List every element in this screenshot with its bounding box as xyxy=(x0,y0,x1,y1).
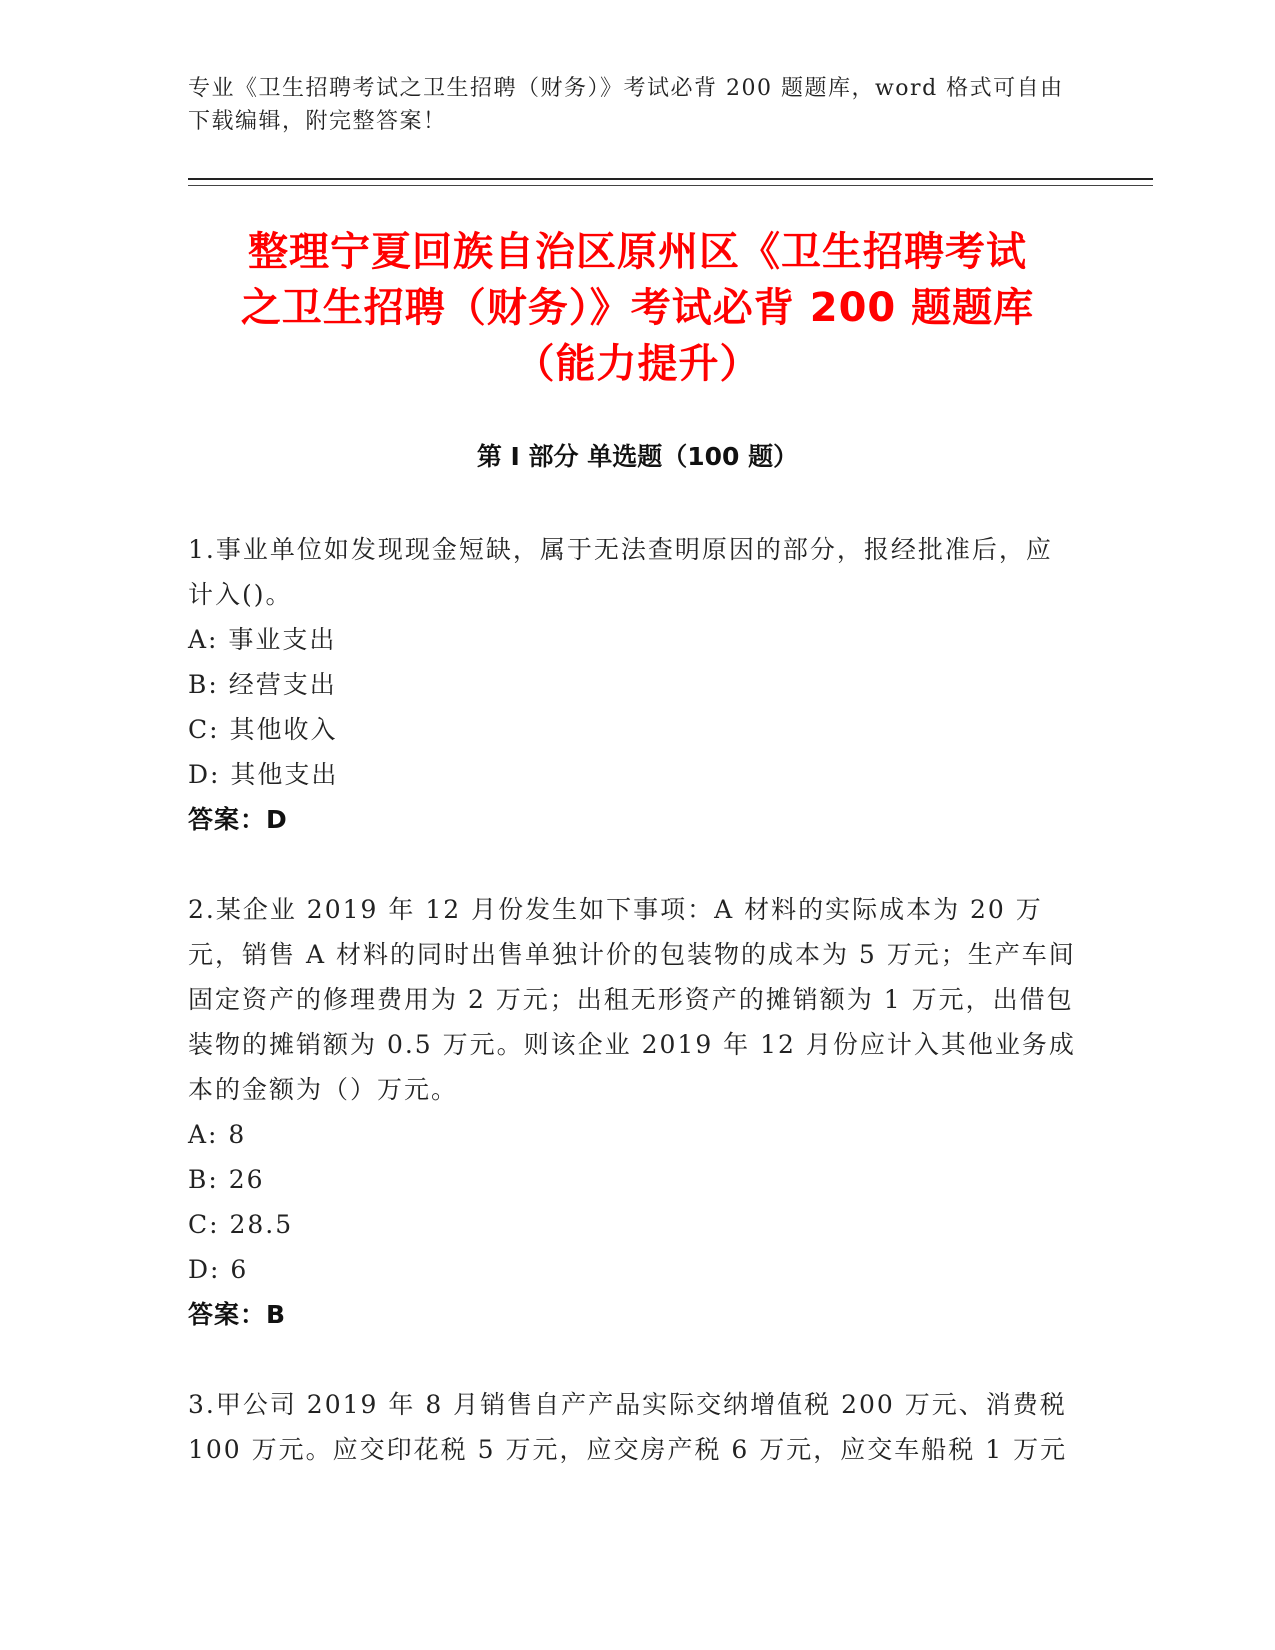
question-stem: 1.事业单位如发现现金短缺，属于无法查明原因的部分，报经批准后，应计入()。 xyxy=(188,535,1053,609)
header-divider-thin xyxy=(188,185,1153,186)
option-b: B: 26 xyxy=(188,1165,265,1194)
question-stem: 2.某企业 2019 年 12 月份发生如下事项：A 材料的实际成本为 20 万元，销售 A 材料的同时出售单独计价的包装物的成本为 5 万元；生产车间固定资产的修理费用为 2 万元；出租无形资产的摊销额为 1 万元，出借包装物的摊销额为 0.5 万元。则该企业 2019 年 12 月份应计入其他业务成本的金额为（）万元。 xyxy=(188,895,1076,1104)
title-line-1: 整理宁夏回族自治区原州区《卫生招聘考试 xyxy=(248,229,1027,275)
answer-label: 答案：B xyxy=(188,1300,287,1329)
option-a: A: 8 xyxy=(188,1120,247,1149)
option-a: A: 事业支出 xyxy=(188,625,337,654)
option-d: D: 其他支出 xyxy=(188,760,339,789)
answer-label: 答案：D xyxy=(188,805,288,834)
question-stem: 3.甲公司 2019 年 8 月销售自产产品实际交纳增值税 200 万元、消费税 100 万元。应交印花税 5 万元，应交房产税 6 万元，应交车船税 1 万元 xyxy=(188,1390,1068,1464)
question-1 xyxy=(188,527,1078,842)
question-list xyxy=(188,527,1078,1517)
title-line-3: （能力提升） xyxy=(514,341,761,387)
question-3 xyxy=(188,1382,1078,1472)
option-c: C: 28.5 xyxy=(188,1210,294,1239)
header-note: 专业《卫生招聘考试之卫生招聘（财务）》考试必背 200 题题库，word 格式可自由下载编辑，附完整答案！ xyxy=(188,76,1064,134)
header-divider-thick xyxy=(188,178,1153,180)
document-title xyxy=(160,224,1115,392)
option-c: C: 其他收入 xyxy=(188,715,338,744)
title-line-2: 之卫生招聘（财务）》考试必背 200 题题库 xyxy=(240,285,1035,331)
question-2 xyxy=(188,887,1078,1337)
option-b: B: 经营支出 xyxy=(188,670,337,699)
option-d: D: 6 xyxy=(188,1255,249,1284)
section-title: 第 I 部分 单选题（100 题） xyxy=(476,442,799,471)
